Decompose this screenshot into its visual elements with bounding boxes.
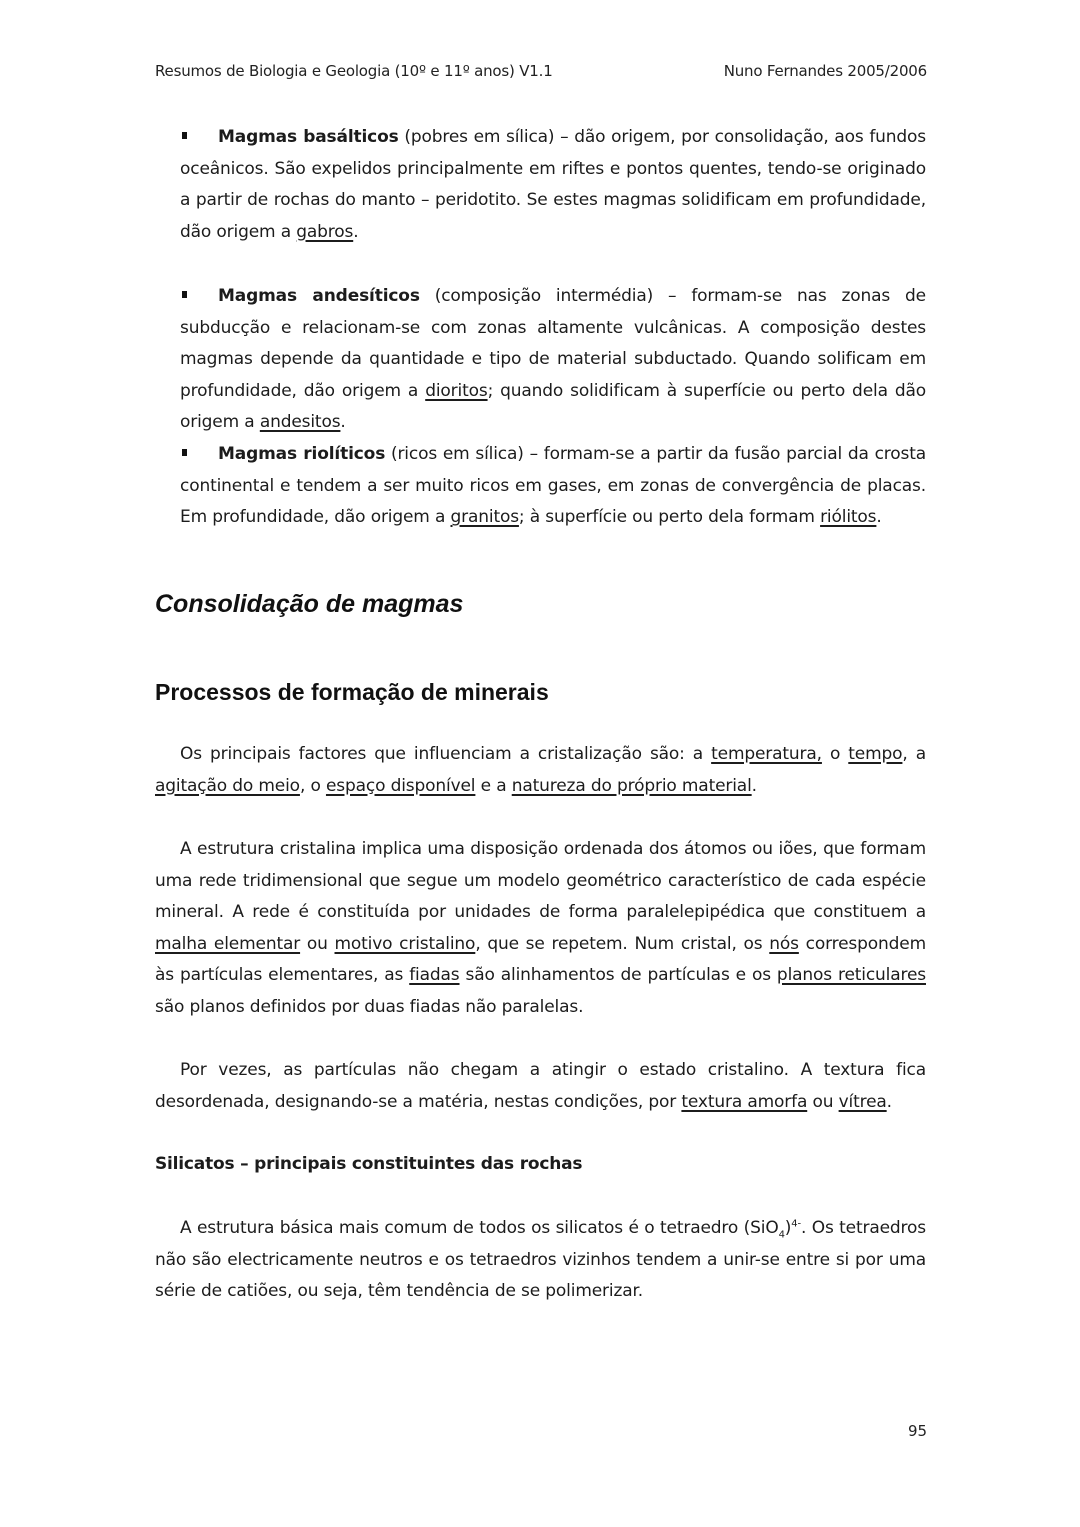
term: Magmas riolíticos	[218, 444, 386, 464]
header-author: Nuno Fernandes 2005/2006	[723, 62, 927, 80]
underlined-term: andesitos	[259, 412, 341, 432]
underlined-term: agitação do meio	[155, 775, 300, 796]
underlined-term: malha elementar	[155, 933, 301, 954]
paragraph-crystal-structure: A estrutura cristalina implica uma disposição ordenada dos átomos ou iões, que formam uma rede tridimensional que segue um modelo geométrico característico de cada espécie mineral. A rede é constituída por unidades de forma paralelepipédica que constituem a malha elementar ou motivo cristalino, que se repetem. Num cristal, os nós correspondem às partículas elementares, as fiadas são alinhamentos de partículas e os planos reticulares são planos definidos por duas fiadas não paralelas.	[155, 839, 926, 1017]
underlined-term: dioritos	[425, 380, 488, 401]
page-number: 95	[908, 1422, 928, 1440]
underlined-term: nós	[769, 933, 799, 954]
paragraph-amorphous: Por vezes, as partículas não chegam a atingir o estado cristalino. A textura fica desordenada, designando-se a matéria, nestas condições, por textura amorfa ou vítrea.	[155, 1060, 926, 1112]
underlined-term: planos reticulares	[776, 965, 926, 985]
underlined-term: motivo cristalino	[334, 933, 476, 954]
bullet-square-icon	[180, 439, 218, 471]
underlined-term: vítrea	[838, 1091, 887, 1112]
paragraph-factors: Os principais factores que influenciam a cristalização são: a temperatura, o tempo, a agitação do meio, o espaço disponível e a natureza do próprio material.	[155, 744, 926, 796]
term: Magmas basálticos	[218, 127, 399, 147]
bullet-square-icon	[180, 122, 218, 154]
underlined-term: granitos	[450, 507, 519, 527]
minor-heading: Silicatos – principais constituintes das rochas	[155, 1154, 583, 1174]
bullet-andesiticos: Magmas andesíticos (composição intermédia) – formam-se nas zonas de subducção e relacionam-se com zonas altamente vulcânicas. A composição destes magmas depende da quantidade e tipo de material subductado. Quando solificam em profundidade, dão origem a dioritos; quando solidificam à superfície ou perto dela dão origem a andesitos.	[180, 281, 926, 439]
term: Magmas andesíticos	[218, 286, 420, 306]
underlined-term: gabros	[296, 221, 354, 242]
underlined-term: riólitos	[820, 507, 877, 527]
bullet-basalticos: Magmas basálticos (pobres em sílica) – dão origem, por consolidação, aos fundos oceânicos. São expelidos principalmente em riftes e pontos quentes, tendo-se originado a partir de rochas do manto – peridotito. Se estes magmas solidificam em profundidade, dão origem a gabros.	[180, 122, 926, 248]
page-header	[155, 62, 927, 80]
section-heading: Consolidação de magmas	[155, 590, 464, 618]
paragraph-silicates: A estrutura básica mais comum de todos os silicatos é o tetraedro $(SiO_4)^{4-}$. Os tetraedros não são electricamente neutros e os tetraedros vizinhos tendem a unir-se entre si por uma série de catiões, ou seja, têm tendência de se polimerizar.	[155, 1218, 926, 1301]
subsection-heading: Processos de formação de minerais	[155, 679, 549, 705]
bullet-rioliticos: Magmas riolíticos (ricos em sílica) – formam-se a partir da fusão parcial da crosta continental e tendem a ser muito ricos em gases, em zonas de convergência de placas. Em profundidade, dão origem a granitos; à superfície ou perto dela formam riólitos.	[180, 439, 926, 534]
underlined-term: fiadas	[409, 965, 460, 985]
underlined-term: temperatura,	[711, 744, 822, 764]
underlined-term: tempo	[848, 744, 903, 764]
bullet-square-icon	[180, 281, 218, 313]
underlined-term: espaço disponível	[325, 775, 476, 796]
underlined-term: natureza do próprio material	[511, 775, 752, 796]
header-title: Resumos de Biologia e Geologia (10º e 11º anos) V1.1	[155, 62, 553, 80]
underlined-term: textura amorfa	[681, 1091, 808, 1112]
